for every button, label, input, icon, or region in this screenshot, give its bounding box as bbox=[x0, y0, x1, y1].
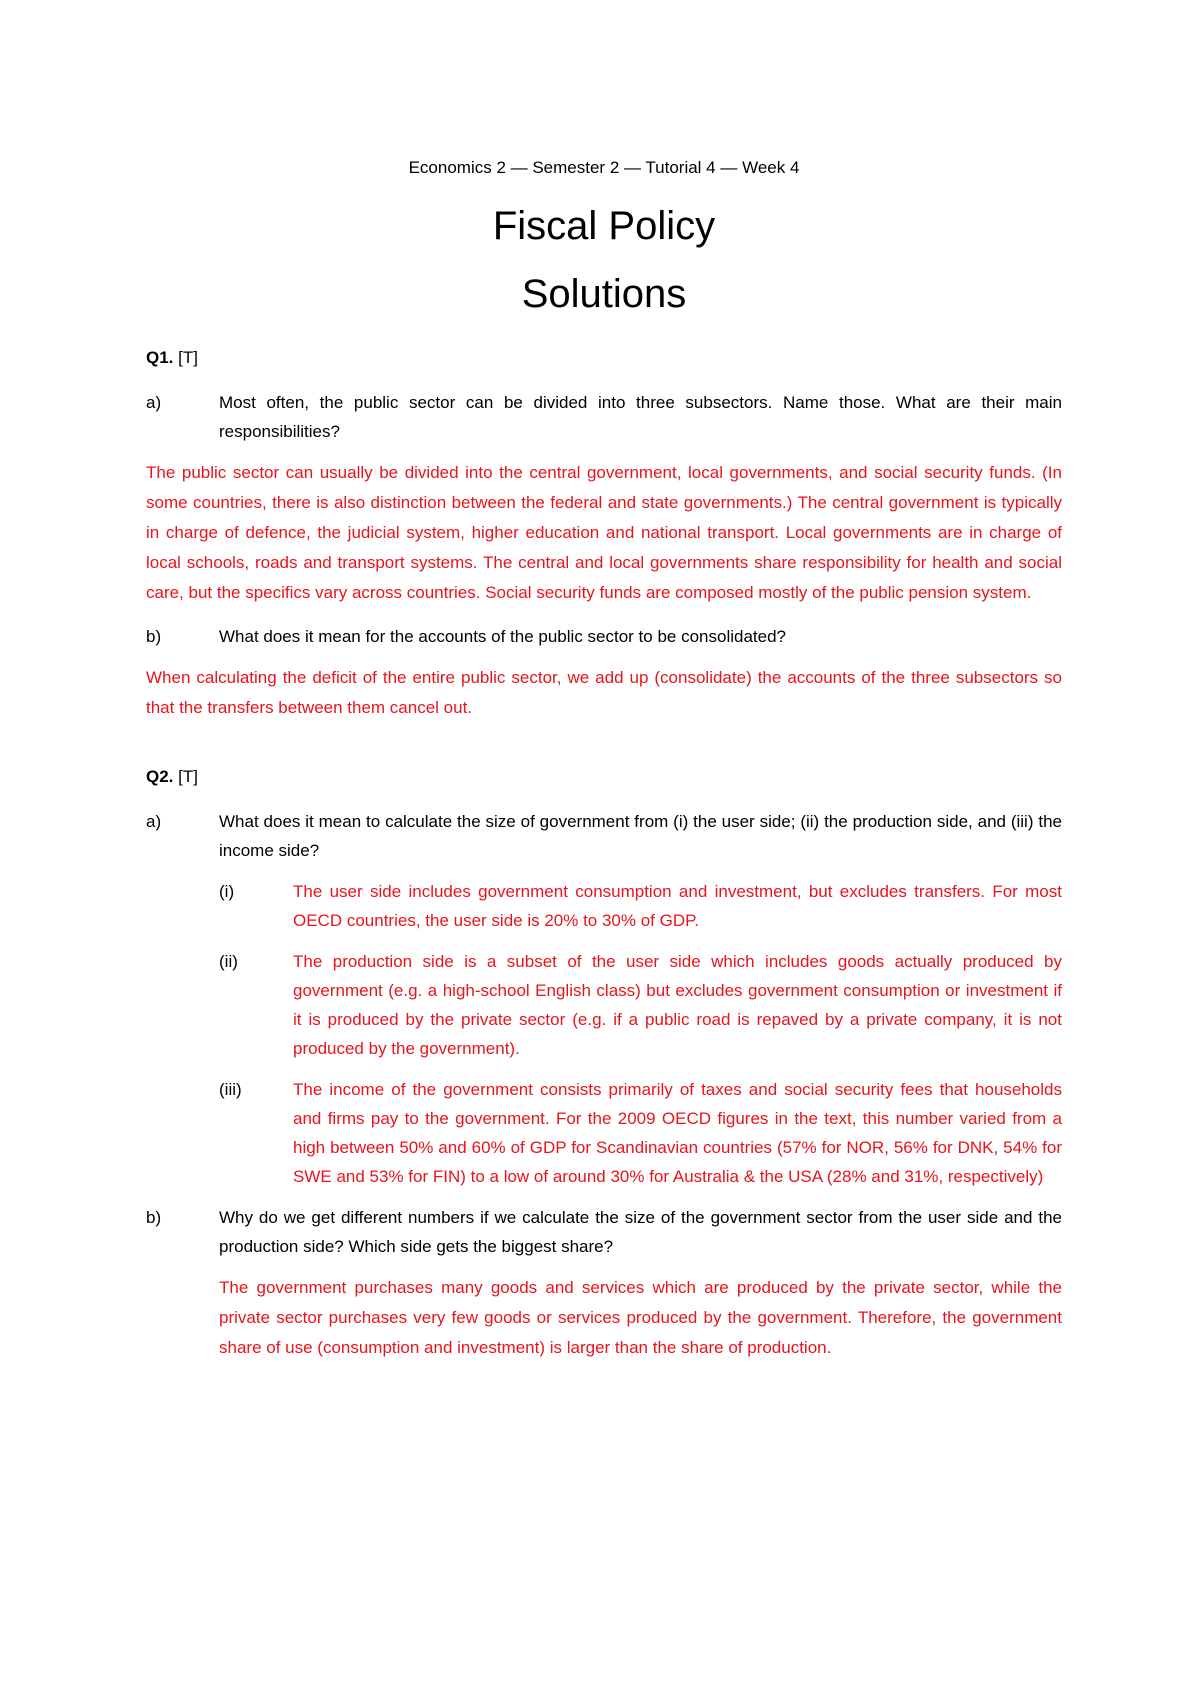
q2-b-answer: The government purchases many goods and services which are produced by the private sector, while the private sector purchases very few goods or services produced by the government. Therefore, the government share of use (consumption and investment) is larger than the share of production. bbox=[219, 1278, 1062, 1357]
q2-a-part-i bbox=[219, 877, 1062, 935]
q1-a-answer: The public sector can usually be divided into the central government, local governments, and social security funds. (In some countries, there is also distinction between the federal and state governments.) The central government is typically in charge of defence, the judicial system, higher education and national transport. Local governments are in charge of local schools, roads and transport systems. The central and local governments share responsibility for health and social care, but the specifics vary across countries. Social security funds are composed mostly of the public pension system. bbox=[146, 463, 1062, 602]
part-answer: The income of the government consists primarily of taxes and social security fees that households and firms pay to the government. For the 2009 OECD figures in the text, this number varied from a high between 50% and 60% of GDP for Scandinavian countries (57% for NOR, 56% for DNK, 54% for SWE and 53% for FIN) to a low of around 30% for Australia & the USA (28% and 31%, respectively) bbox=[293, 1080, 1062, 1186]
q1-tag: [T] bbox=[178, 348, 198, 367]
q2-label: Q2. bbox=[146, 767, 174, 786]
q1-b-question bbox=[146, 622, 1062, 651]
q2-a-part-iii bbox=[219, 1075, 1062, 1191]
q2-b-label: b) bbox=[146, 1208, 162, 1227]
part-label: (i) bbox=[219, 882, 235, 901]
part-answer: The user side includes government consumption and investment, but excludes transfers. For most OECD countries, the user side is 20% to 30% of GDP. bbox=[293, 882, 1062, 930]
q1-b-question-text: What does it mean for the accounts of the public sector to be consolidated? bbox=[219, 627, 787, 646]
q1-label: Q1. bbox=[146, 348, 174, 367]
q2-b-question-text: Why do we get different numbers if we calculate the size of the government sector from the user side and the production side? Which side gets the biggest share? bbox=[219, 1208, 1062, 1256]
q1-a-question bbox=[146, 388, 1062, 446]
q2-b-question bbox=[146, 1203, 1062, 1261]
q2-a-part-ii bbox=[219, 947, 1062, 1063]
part-answer: The production side is a subset of the user side which includes goods actually produced by government (e.g. a high-school English class) but excludes government consumption or investment if it is produced by the private sector (e.g. if a public road is repaved by a private company, it is not produced by the government). bbox=[293, 952, 1062, 1058]
page-subtitle: Solutions bbox=[521, 272, 687, 316]
part-label: (iii) bbox=[219, 1080, 242, 1099]
page-title: Fiscal Policy bbox=[492, 204, 716, 248]
q2-heading bbox=[146, 767, 1062, 787]
q2-tag: [T] bbox=[178, 767, 198, 786]
q2-a-question bbox=[146, 807, 1062, 865]
q2-a-label: a) bbox=[146, 812, 162, 831]
q1-b-answer: When calculating the deficit of the entire public sector, we add up (consolidate) the accounts of the three subsectors so that the transfers between them cancel out. bbox=[146, 668, 1062, 717]
q1-a-label: a) bbox=[146, 393, 162, 412]
q1-b-label: b) bbox=[146, 627, 162, 646]
part-label: (ii) bbox=[219, 952, 238, 971]
q1-heading bbox=[146, 348, 1062, 368]
q2-a-question-text: What does it mean to calculate the size of government from (i) the user side; (ii) the production side, and (iii) the income side? bbox=[219, 812, 1062, 860]
course-line: Economics 2 — Semester 2 — Tutorial 4 — Week 4 bbox=[408, 158, 800, 177]
q1-a-question-text: Most often, the public sector can be divided into three subsectors. Name those. What are their main responsibilities? bbox=[219, 393, 1062, 441]
